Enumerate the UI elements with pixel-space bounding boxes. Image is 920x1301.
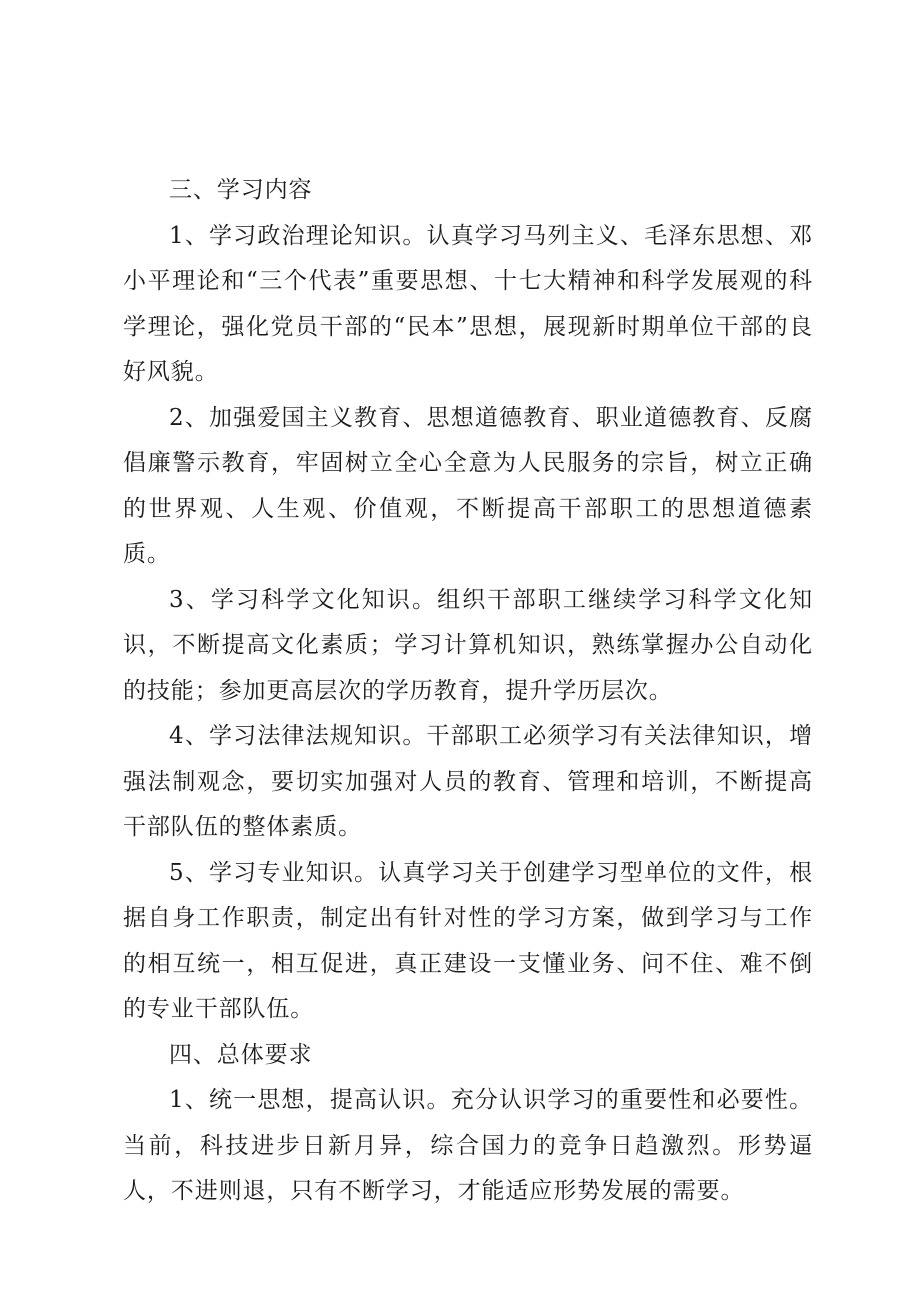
paragraph-professional-knowledge: 5、学习专业知识。认真学习关于创建学习型单位的文件，根据自身工作职责，制定出有针对性的学习方案，做到学习与工作的相互统一，相互促进，真正建设一支懂业务、问不住、难不倒的专业干部队伍。	[123, 859, 813, 1022]
document-body	[123, 168, 813, 1215]
paragraph-political-theory: 1、学习政治理论知识。认真学习马列主义、毛泽东思想、邓小平理论和“三个代表”重要思想、十七大精神和科学发展观的科学理论，强化党员干部的“民本”思想，展现新时期单位干部的良好风貌。	[123, 222, 813, 385]
section-heading-learning-content: 三、学习内容	[169, 177, 313, 203]
paragraph-science-culture: 3、学习科学文化知识。组织干部职工继续学习科学文化知识，不断提高文化素质；学习计算机知识，熟练掌握办公自动化的技能；参加更高层次的学历教育，提升学历层次。	[123, 586, 813, 704]
paragraph-unify-thinking: 1、统一思想，提高认识。充分认识学习的重要性和必要性。当前，科技进步日新月异，综合国力的竞争日趋激烈。形势逼人，不进则退，只有不断学习，才能适应形势发展的需要。	[123, 1087, 813, 1204]
section-heading-general-requirements: 四、总体要求	[169, 1041, 313, 1068]
paragraph-law-regulation: 4、学习法律法规知识。干部职工必须学习有关法律知识，增强法制观念，要切实加强对人员的教育、管理和培训，不断提高干部队伍的整体素质。	[123, 723, 813, 840]
paragraph-patriotic-education: 2、加强爱国主义教育、思想道德教育、职业道德教育、反腐倡廉警示教育，牢固树立全心全意为人民服务的宗旨，树立正确的世界观、人生观、价值观，不断提高干部职工的思想道德素质。	[123, 404, 813, 567]
